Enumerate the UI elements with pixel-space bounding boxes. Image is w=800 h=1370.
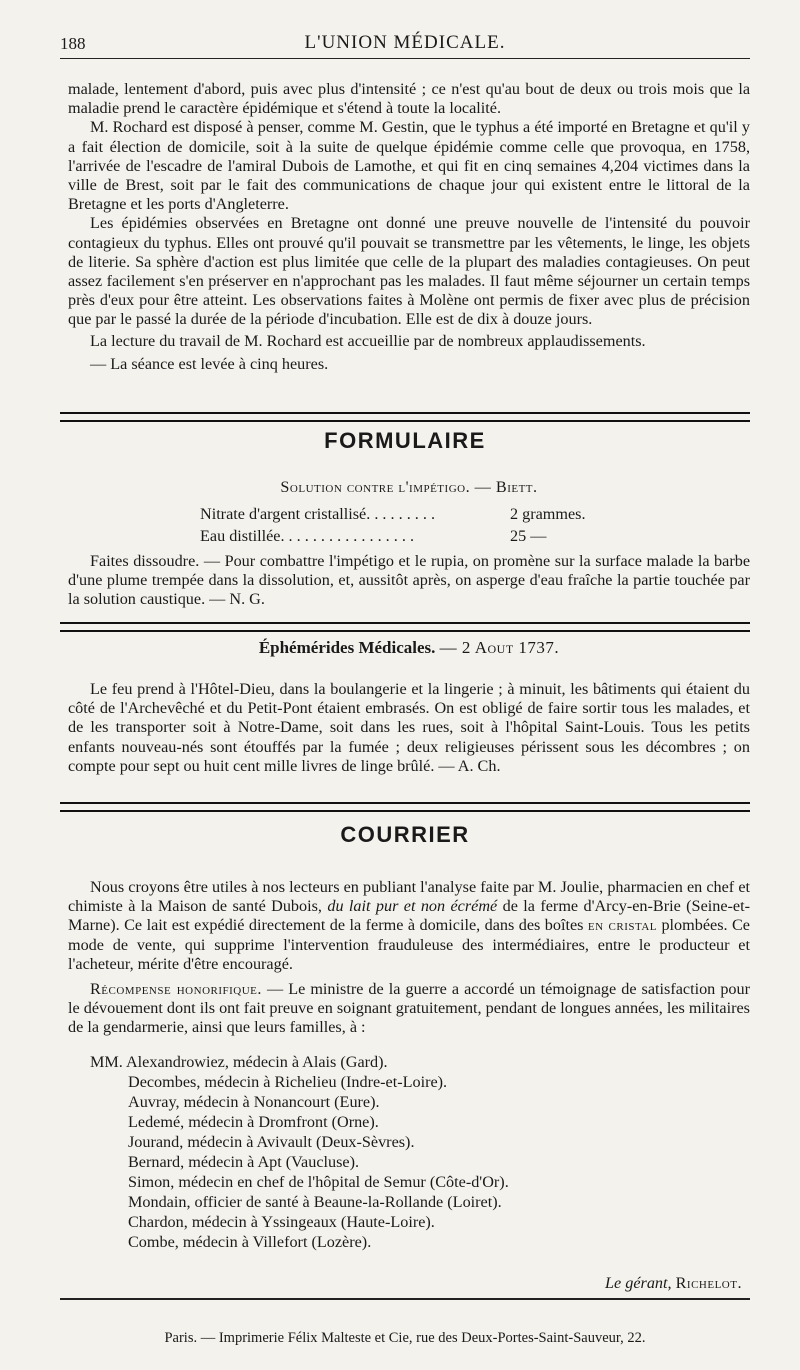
header-rule: [60, 58, 750, 59]
list-item: Combe, médecin à Villefort (Lozère).: [128, 1233, 372, 1251]
paragraph: Les épidémies observées en Bretagne ont donné une preuve nouvelle de l'intensité du pouvoir contagieux du typhus. Elles ont prouvé qu'il pouvait se transmettre par les vêtements, le linge, les objets de literie. Sa sphère d'action est plus limitée que celle de la plupart des maladies contagieuses. On peut assez facilement s'en préserver en n'approchant pas les malades. Il faut même séjourner un certain temps près d'eux pour être atteint. Les observations faites à Molène ont permis de fixer avec plus de précision que par le passé la durée de la période d'incubation. Elle est de dix à douze jours.: [68, 214, 750, 329]
ingredient-qty: 25 —: [510, 527, 547, 545]
text-run-smallcaps: Récompense honorifique.: [90, 980, 262, 999]
paragraph: [68, 980, 750, 1038]
recipe-line: [200, 526, 620, 548]
footer-rule: [60, 1298, 750, 1300]
list-item: Mondain, officier de santé à Beaune-la-Rollande (Loiret).: [128, 1193, 502, 1211]
list-item: Decombes, médecin à Richelieu (Indre-et-Loire).: [128, 1073, 448, 1091]
recipient-list: [90, 1052, 740, 1252]
paragraph: [68, 878, 750, 974]
recipe: [200, 504, 620, 548]
formulaire-text: [68, 552, 750, 610]
courrier-text: [68, 878, 750, 1038]
signature-label: Le gérant,: [605, 1274, 672, 1292]
paragraph: — La séance est levée à cinq heures.: [90, 354, 329, 373]
ingredient-qty: 2 grammes.: [510, 505, 586, 523]
paragraph: M. Rochard est disposé à penser, comme M. Gestin, que le typhus a été importé en Bretagne et qu'il y a fait élection de domicile, soit à la suite de quelque épidémie comme celle que provoqua, en 1758, l'arrivée de l'escadre de l'amiral Dubois de Lamothe, et qui fit en cinq semaines 4,204 victimes dans la ville de Brest, soit par le fait des communications de chaque jour qui existent entre le littoral de la Bretagne et les ports d'Angleterre.: [68, 118, 750, 214]
list-item: Ledemé, médecin à Dromfront (Orne).: [128, 1113, 379, 1131]
page-number: 188: [60, 34, 86, 53]
text-run-smallcaps: en cristal: [587, 916, 657, 935]
paragraph: La lecture du travail de M. Rochard est accueillie par de nombreux applaudissements.: [90, 331, 646, 350]
list-item: Bernard, médecin à Apt (Vaucluse).: [128, 1153, 360, 1171]
list-item: Chardon, médecin à Yssingeaux (Haute-Loire).: [128, 1213, 435, 1231]
text-run: de la ferme d'Arcy-en-Brie (Seine-et-Marne). Ce lait est expédié directement de la ferme à domicile, dans des boîtes: [68, 897, 750, 935]
paragraph: Faites dissoudre. — Pour combattre l'impétigo et le rupia, on promène sur la surface malade la barbe d'une plume trempée dans la dissolution, et, aussitôt après, on asperge d'eau fraîche la partie touchée par la solution caustique. — N. G.: [68, 552, 750, 609]
text-run: plombées. Ce mode de vente, qui supprime l'intervention frauduleuse des intermédiaires, entre le producteur et l'acheteur, mérite d'être encouragé.: [68, 916, 750, 973]
paragraph: Le feu prend à l'Hôtel-Dieu, dans la boulangerie et la lingerie ; à minuit, les bâtiments qui étaient du côté de l'Archevêché et du Petit-Pont étaient embrasés. On est obligé de faire sortir tous les malades, et de les transporter soit à Notre-Dame, soit dans les rues, soit à l'hôpital Saint-Louis. Tous les petits enfants nouveau-nés sont étouffés par la fumée ; deux religieuses périssent sous les décombres ; on compte pour sept ou huit cent mille livres de linge brûlé. — A. Ch.: [68, 680, 750, 775]
signature: [605, 1274, 742, 1293]
ephemerides-date: — 2 Aout 1737.: [439, 638, 560, 657]
ingredient-name: Nitrate d'argent cristallisé. . . . . . . . .: [200, 505, 436, 523]
section-divider: [60, 622, 750, 632]
ephemerides-text: [68, 680, 750, 776]
paragraph: malade, lentement d'abord, puis avec plus d'intensité ; ce n'est qu'au bout de deux ou trois mois que la maladie prend le caractère épidémique et s'étend à toute la localité.: [68, 80, 750, 118]
signature-name: Richelot.: [675, 1274, 742, 1292]
ingredient-name: Eau distillée. . . . . . . . . . . . . . . . .: [200, 527, 415, 545]
running-head: [60, 30, 750, 54]
section-divider: [60, 802, 750, 812]
recipe-line: [200, 504, 620, 526]
text-run: Nous croyons être utiles à nos lecteurs en publiant l'analyse faite par M. Joulie, pharmacien en chef et chimiste à la Maison de santé Dubois,: [68, 878, 750, 916]
ephemerides-heading: [68, 638, 750, 657]
list-item: Jourand, médecin à Avivault (Deux-Sèvres).: [128, 1133, 415, 1151]
journal-title: L'UNION MÉDICALE.: [304, 32, 506, 53]
section-divider: [60, 412, 750, 422]
article-continuation: [68, 80, 750, 374]
list-item: Auvray, médecin à Nonancourt (Eure).: [128, 1093, 380, 1111]
printer-imprint: Paris. — Imprimerie Félix Malteste et Cie, rue des Deux-Portes-Saint-Sauveur, 22.: [164, 1330, 646, 1346]
ephemerides-title: Éphémérides Médicales.: [258, 638, 436, 657]
formulaire-subtitle: Solution contre l'impétigo. — Biett.: [280, 478, 538, 496]
text-run-italic: du lait pur et non écrémé: [327, 897, 498, 916]
courrier-title: COURRIER: [340, 822, 470, 847]
list-item: MM. Alexandrowiez, médecin à Alais (Gard).: [90, 1053, 388, 1071]
text-run: — Le ministre de la guerre a accordé un témoignage de satisfaction pour le dévouement dont ils ont fait preuve en soignant gratuitement, pendant de longues années, les militaires de la gendarmerie, ainsi que leurs familles, à :: [68, 980, 750, 1037]
formulaire-title: FORMULAIRE: [324, 428, 486, 453]
list-item: Simon, médecin en chef de l'hôpital de Semur (Côte-d'Or).: [128, 1173, 509, 1191]
